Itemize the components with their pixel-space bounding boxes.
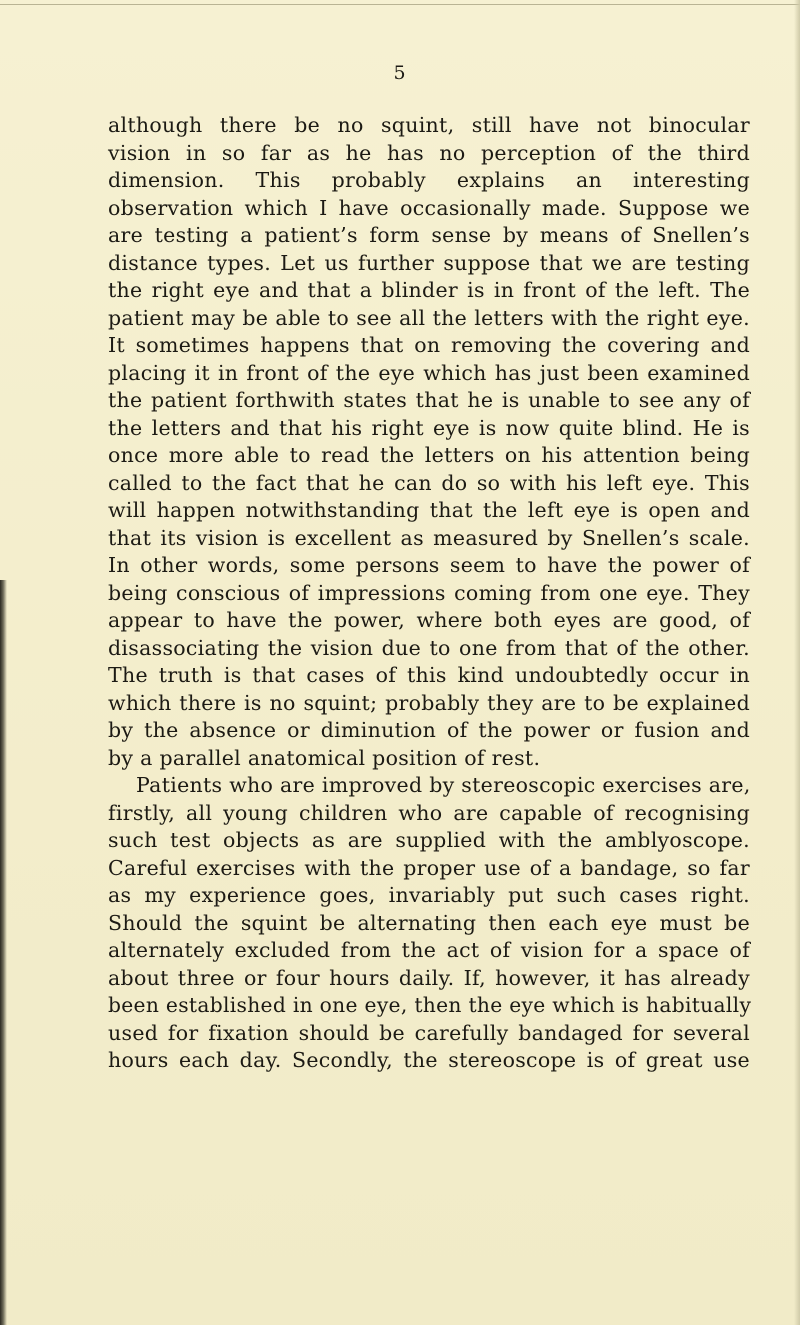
top-edge-rule [0, 4, 800, 5]
text-line: vision in so far as he has no perception of the third [108, 140, 750, 165]
text-line: It sometimes happens that on removing the covering and [108, 333, 750, 357]
text-line: will happen notwithstanding that the left eye is open and [108, 498, 750, 522]
text-line: once more able to read the letters on his attention being [108, 443, 750, 467]
text-line: about three or four hours daily. If, however, it has already [108, 965, 750, 990]
text-line: patient may be able to see all the letters with the right eye. [108, 305, 750, 330]
text-line: by the absence or diminution of the power or fusion and [108, 718, 750, 742]
text-line: the right eye and that a blinder is in front of the left. The [108, 278, 750, 302]
text-line: used for fixation should be carefully bandaged for several [108, 1020, 750, 1045]
page-number: 5 [393, 62, 407, 84]
text-line: called to the fact that he can do so with his left eye. This [108, 470, 750, 495]
text-line: are testing a patient’s form sense by means of Snellen’s [108, 223, 750, 247]
text-line: although there be no squint, still have not binocular [108, 113, 750, 137]
text-line: being conscious of impressions coming from one eye. They [108, 580, 750, 605]
text-line: alternately excluded from the act of vision for a space of [108, 938, 750, 962]
text-line: hours each day. Secondly, the stereoscope is of great use [108, 1048, 750, 1072]
text-line: dimension. This probably explains an interesting [108, 168, 750, 192]
text-line: Careful exercises with the proper use of a bandage, so far [108, 855, 750, 880]
text-line: disassociating the vision due to one from that of the other. [108, 635, 750, 660]
text-line: Should the squint be alternating then each eye must be [108, 910, 750, 935]
text-line: The truth is that cases of this kind undoubtedly occur in [108, 663, 750, 687]
page-edge-shade [794, 0, 800, 1325]
text-line: that its vision is excellent as measured by Snellen’s scale. [108, 525, 750, 550]
text-line: appear to have the power, where both eyes are good, of [108, 608, 750, 632]
text-line: which there is no squint; probably they are to be explained [108, 690, 750, 715]
text-line: observation which I have occasionally made. Suppose we [108, 195, 750, 220]
text-line: the letters and that his right eye is now quite blind. He is [108, 415, 750, 440]
page-binding-shadow [0, 580, 7, 1325]
paragraph-start-line: Patients who are improved by stereoscopic exercises are, [136, 773, 751, 797]
text-line: as my experience goes, invariably put such cases right. [108, 883, 750, 907]
text-line: been established in one eye, then the eye which is habitually [108, 993, 752, 1017]
text-line: the patient forthwith states that he is unable to see any of [108, 388, 750, 412]
text-line: by a parallel anatomical position of rest. [108, 745, 541, 770]
body-text [108, 112, 750, 1075]
text-line: distance types. Let us further suppose that we are testing [108, 250, 750, 275]
text-line: such test objects as are supplied with the amblyoscope. [108, 828, 750, 852]
text-line: In other words, some persons seem to have the power of [108, 553, 750, 577]
text-line: firstly, all young children who are capable of recognising [108, 800, 750, 825]
text-line: placing it in front of the eye which has just been examined [108, 360, 750, 385]
